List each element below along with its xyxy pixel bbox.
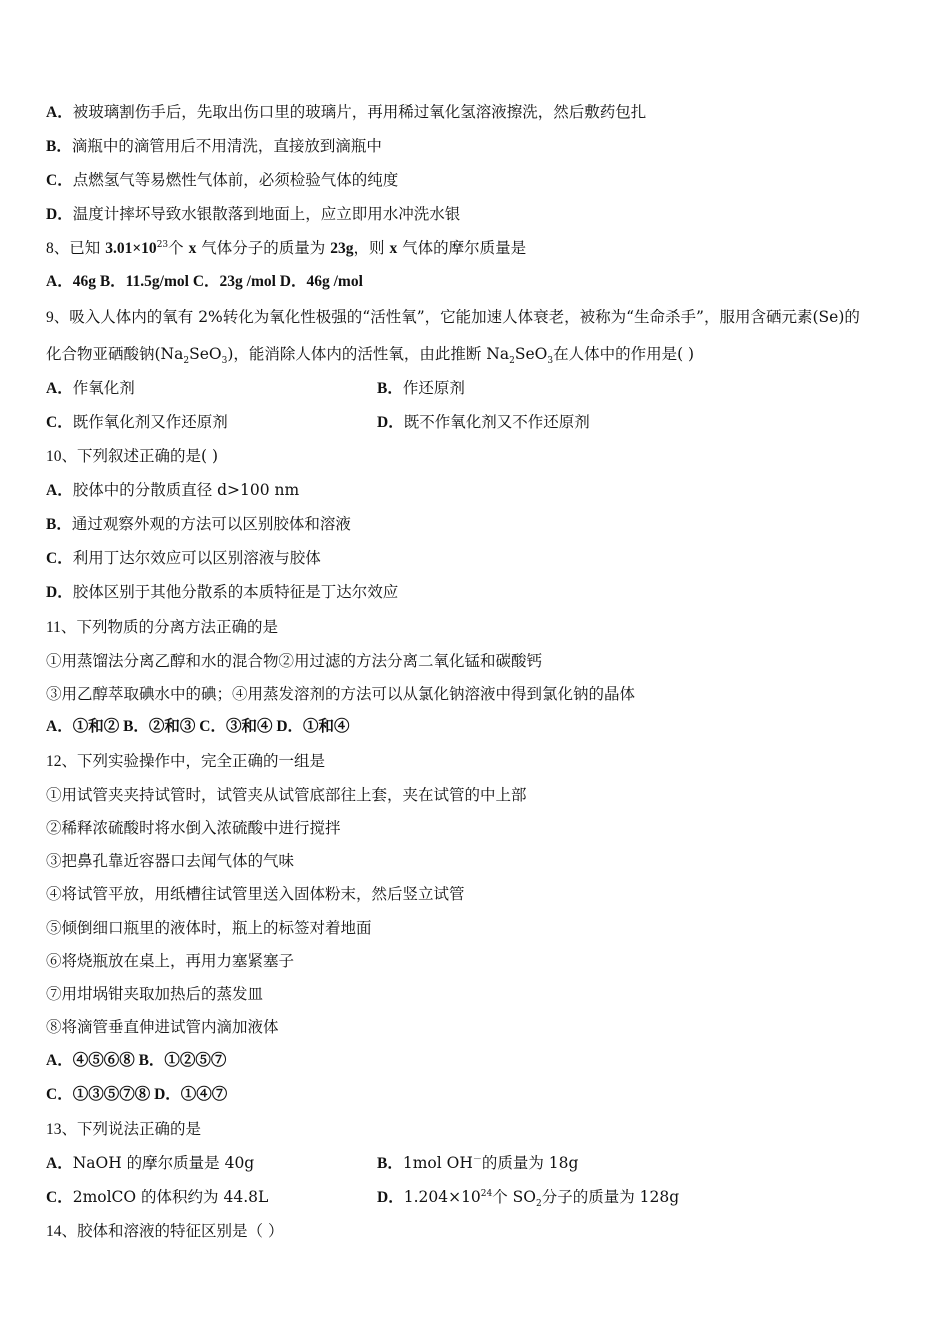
- option-text: 温度计摔坏导致水银散落到地面上，应立即用水冲洗水银: [72, 205, 461, 223]
- variable-x: x: [188, 240, 197, 257]
- option-letter: D．: [377, 1189, 404, 1206]
- q12-item: ①用试管夹夹持试管时，试管夹从试管底部往上套，夹在试管的中上部: [46, 786, 527, 804]
- superscript: 24: [480, 1188, 493, 1199]
- q13-options-row2: [46, 1187, 906, 1208]
- q12-item: ②稀释浓硫酸时将水倒入浓硫酸中进行搅拌: [46, 819, 341, 837]
- subscript: 2: [509, 356, 515, 367]
- q9-options-row1: [46, 378, 906, 399]
- option-letter: B．: [377, 1155, 403, 1172]
- q12-options-row2: C．①③⑤⑦⑧ D．①④⑦: [46, 1086, 228, 1103]
- option-text: 分子的质量为 128g: [541, 1188, 680, 1206]
- stem-text: )，能消除人体内的活性氧，由此推断 Na: [227, 345, 510, 363]
- exponent: 23: [156, 239, 169, 250]
- option-letter: D．: [377, 414, 404, 431]
- option-text: 的质量为 18g: [481, 1154, 579, 1172]
- question-number: 8、: [46, 240, 70, 257]
- question-number: 13、: [46, 1121, 78, 1138]
- q13-option-d: [377, 1187, 679, 1208]
- q11-options: A．①和② B．②和③ C．③和④ D．①和④: [46, 718, 350, 735]
- option-text: 滴瓶中的滴管用后不用清洗，直接放到滴瓶中: [71, 137, 382, 155]
- subscript: 3: [221, 356, 228, 367]
- option-letter: B．: [46, 138, 72, 155]
- stem-text: 气体分子的质量为: [201, 239, 326, 257]
- q11-item-1: ①用蒸馏法分离乙醇和水的混合物②用过滤的方法分离二氧化锰和碳酸钙: [46, 652, 543, 670]
- subscript: 3: [547, 356, 554, 367]
- stem-text: 化合物亚硒酸钠(Na: [46, 345, 184, 363]
- q10-stem: [46, 446, 218, 467]
- q12-item: ⑦用坩埚钳夹取加热后的蒸发皿: [46, 985, 264, 1003]
- option-letter: A．: [46, 1155, 73, 1172]
- option-letter: B．: [377, 380, 403, 397]
- q13-options-row1: [46, 1153, 906, 1174]
- option-text: 胶体区别于其他分散系的本质特征是丁达尔效应: [72, 583, 399, 601]
- q12-item: ⑧将滴管垂直伸进试管内滴加液体: [46, 1018, 279, 1036]
- option-text: 既不作氧化剂又不作还原剂: [403, 413, 590, 431]
- option-text: 点燃氢气等易燃性气体前，必须检验气体的纯度: [72, 171, 399, 189]
- option-text: 作还原剂: [402, 379, 465, 397]
- option-text: 胶体中的分散质直径 d>100 nm: [72, 481, 300, 499]
- q9-option-c: [46, 413, 228, 431]
- q13-option-b: [377, 1153, 578, 1174]
- stem-text: 在人体中的作用是( ): [553, 345, 695, 363]
- q12-item: ③把鼻孔靠近容器口去闻气体的气味: [46, 852, 295, 870]
- stem-text: 下列物质的分离方法正确的是: [76, 618, 278, 636]
- q13-option-c: [46, 1188, 268, 1206]
- option-letter: A．: [46, 482, 73, 499]
- q10-option-b: [46, 514, 351, 535]
- q9-option-a: [46, 379, 135, 397]
- q10-option-a: [46, 480, 299, 501]
- mass-value: 23g: [330, 240, 354, 257]
- option-text: 被玻璃割伤手后，先取出伤口里的玻璃片，再用稀过氧化氢溶液擦洗，然后敷药包扎: [72, 103, 647, 121]
- q10-option-c: [46, 548, 321, 569]
- q8-options: A．46g B．11.5g/mol C．23g /mol D．46g /mol: [46, 273, 363, 290]
- option-text: 作氧化剂: [72, 379, 135, 397]
- question-number: 9、: [46, 309, 70, 326]
- q7-option-c: [46, 170, 398, 191]
- stem-text: 个: [168, 239, 184, 257]
- q7-option-b: [46, 136, 382, 157]
- stem-text: 已知: [69, 239, 101, 257]
- subscript: 2: [536, 1199, 542, 1210]
- variable-x: x: [389, 240, 398, 257]
- q8-stem: [46, 238, 526, 259]
- question-number: 10、: [46, 448, 78, 465]
- q13-option-a: [46, 1154, 254, 1172]
- option-text: 利用丁达尔效应可以区别溶液与胶体: [72, 549, 321, 567]
- option-letter: C．: [46, 414, 73, 431]
- option-text: 通过观察外观的方法可以区别胶体和溶液: [71, 515, 351, 533]
- q9-stem-line2: [46, 344, 695, 367]
- q7-option-a: [46, 102, 646, 123]
- stem-text: SeO: [514, 345, 548, 363]
- q14-stem: [46, 1221, 283, 1242]
- q11-item-2: ③用乙醇萃取碘水中的碘；④用蒸发溶剂的方法可以从氯化钠溶液中得到氯化钠的晶体: [46, 685, 636, 703]
- stem-text: 胶体和溶液的特征区别是（ ）: [77, 1222, 284, 1240]
- option-text: 个 SO: [492, 1188, 537, 1206]
- option-text: 2molCO 的体积约为 44.8L: [72, 1188, 269, 1206]
- superscript: －: [472, 1154, 482, 1165]
- stem-text: SeO: [189, 345, 222, 363]
- q7-option-d: [46, 204, 460, 225]
- stem-text: 下列实验操作中，完全正确的一组是: [77, 752, 326, 770]
- stem-text: 气体的摩尔质量是: [402, 239, 527, 257]
- option-letter: D．: [46, 584, 73, 601]
- stem-text: 下列叙述正确的是( ): [77, 447, 219, 465]
- option-letter: C．: [46, 172, 73, 189]
- q12-item: ④将试管平放，用纸槽往试管里送入固体粉末，然后竖立试管: [46, 885, 465, 903]
- question-number: 14、: [46, 1223, 78, 1240]
- q10-option-d: [46, 582, 398, 603]
- stem-text: ，则: [353, 239, 385, 257]
- option-letter: A．: [46, 380, 73, 397]
- q12-item: ⑤倾倒细口瓶里的液体时，瓶上的标签对着地面: [46, 919, 372, 937]
- q9-stem-line1: [46, 307, 860, 328]
- question-number: 12、: [46, 753, 78, 770]
- q12-options-row1: A．④⑤⑥⑧ B．①②⑤⑦: [46, 1052, 227, 1069]
- q11-stem: [46, 617, 278, 638]
- q12-stem: [46, 751, 325, 772]
- q9-option-b: [377, 378, 465, 399]
- q9-option-d: [377, 412, 590, 433]
- option-letter: C．: [46, 1189, 73, 1206]
- coefficient: 3.01×10: [105, 240, 157, 257]
- q9-options-row2: [46, 412, 906, 433]
- option-letter: B．: [46, 516, 72, 533]
- q12-item: ⑥将烧瓶放在桌上，再用力塞紧塞子: [46, 952, 295, 970]
- option-letter: C．: [46, 550, 73, 567]
- question-number: 11、: [46, 619, 77, 636]
- stem-text: 吸入人体内的氧有 2%转化为氧化性极强的“活性氧”，它能加速人体衰老，被称为“生命杀手”，服用含硒元素(Se)的: [69, 308, 860, 326]
- q13-stem: [46, 1119, 201, 1140]
- option-text: 1.204×10: [403, 1188, 481, 1206]
- stem-text: 下列说法正确的是: [77, 1120, 202, 1138]
- option-letter: A．: [46, 104, 73, 121]
- option-text: 既作氧化剂又作还原剂: [72, 413, 228, 431]
- subscript: 2: [183, 356, 190, 367]
- option-text: NaOH 的摩尔质量是 40g: [72, 1154, 255, 1172]
- option-letter: D．: [46, 206, 73, 223]
- option-text: 1mol OH: [402, 1154, 473, 1172]
